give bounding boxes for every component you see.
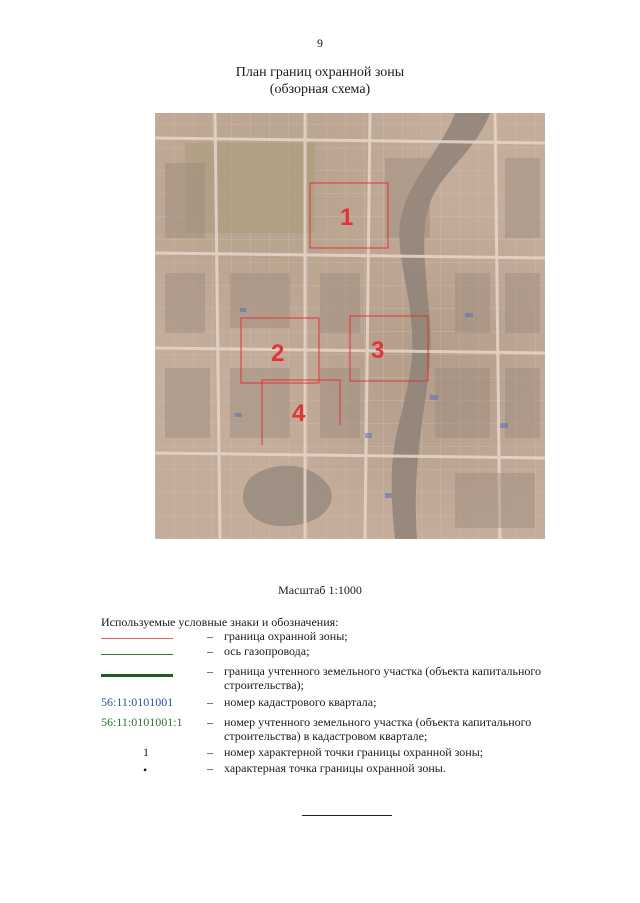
- page-number: 9: [317, 36, 323, 50]
- legend-heading: Используемые условные знаки и обозначения:: [101, 615, 339, 629]
- point-number-symbol: 1: [143, 745, 149, 759]
- legend-text: характерная точка границы охранной зоны.: [224, 761, 446, 775]
- legend-text: номер учтенного земельного участка (объекта капитального строительства) в кадастровом квартале;: [224, 715, 532, 743]
- title-line-1: План границ охранной зоны: [235, 65, 405, 80]
- legend-dash: –: [207, 761, 213, 775]
- pond: [243, 466, 332, 527]
- signature-line: [302, 815, 392, 816]
- point-marker-symbol: •: [143, 763, 148, 777]
- title-line-2: (обзорная схема): [269, 82, 371, 97]
- map-scale: Масштаб 1:1000: [278, 583, 362, 597]
- legend-text: номер характерной точки границы охранной зоны;: [224, 745, 484, 759]
- zone-3-label: 3: [371, 337, 385, 364]
- legend-item-quarter-number: [101, 695, 581, 709]
- gas-axis-line-symbol: [101, 654, 173, 655]
- zone-boundary-line-symbol: [101, 638, 173, 639]
- overview-map: [155, 113, 545, 539]
- legend-item-point-marker: [101, 761, 581, 775]
- document-title: [0, 64, 640, 98]
- legend-dash: –: [207, 745, 213, 759]
- legend-dash: –: [207, 695, 213, 709]
- legend-item-zone-boundary: [101, 629, 581, 643]
- legend-dash: –: [207, 629, 213, 643]
- legend-text: граница учтенного земельного участка (объекта капитального строительства);: [224, 664, 542, 692]
- parcel-boundary-line-symbol: [101, 674, 173, 677]
- aerial-photo: [155, 113, 545, 539]
- legend-item-parcel-boundary: [101, 664, 581, 694]
- zone-4-label: 4: [292, 400, 306, 427]
- legend-text: ось газопровода;: [224, 644, 310, 658]
- legend-text: номер кадастрового квартала;: [224, 695, 377, 709]
- legend-dash: –: [207, 664, 213, 678]
- legend-text: граница охранной зоны;: [224, 629, 348, 643]
- parcel-number-symbol: 56:11:0101001:1: [101, 715, 183, 729]
- legend-dash: –: [207, 644, 213, 658]
- zone-2-label: 2: [271, 340, 285, 367]
- legend-item-parcel-number: [101, 715, 581, 745]
- quarter-number-symbol: 56:11:0101001: [101, 695, 174, 709]
- legend-item-gas-axis: [101, 644, 581, 658]
- legend-dash: –: [207, 715, 213, 729]
- legend-item-point-number: [101, 745, 581, 759]
- zone-1-label: 1: [340, 204, 354, 231]
